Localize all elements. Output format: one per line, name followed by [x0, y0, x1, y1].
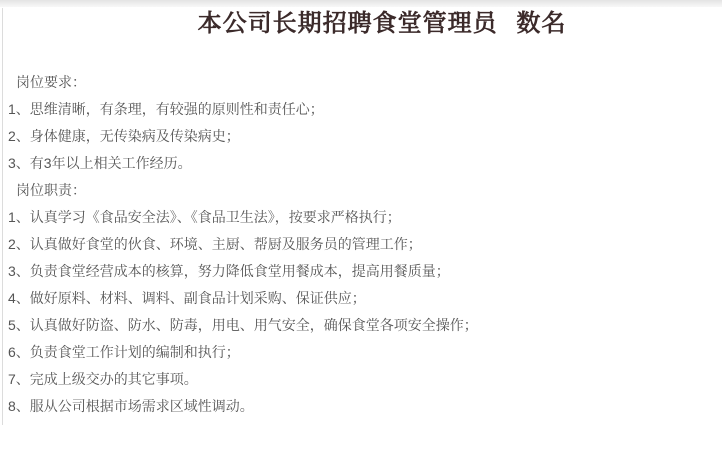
duty-item: 4、做好原料、材料、调料、副食品计划采购、保证供应；: [8, 290, 366, 306]
requirement-item: 3、有3年以上相关工作经历。: [8, 155, 192, 171]
page-title: 本公司长期招聘食堂管理员 数名: [197, 8, 567, 37]
duty-item: 3、负责食堂经营成本的核算，努力降低食堂用餐成本，提高用餐质量；: [8, 263, 450, 279]
duty-item: 2、认真做好食堂的伙食、环境、主厨、帮厨及服务员的管理工作；: [8, 236, 422, 252]
duty-item: 8、服从公司根据市场需求区域性调动。: [8, 398, 254, 414]
job-description: [0, 69, 710, 420]
duties-section-header: 岗位职责：: [16, 182, 86, 198]
requirements-section-header: 岗位要求：: [16, 74, 86, 90]
duty-item: 6、负责食堂工作计划的编制和执行；: [8, 344, 240, 360]
duty-item: 5、认真做好防盗、防水、防毒，用电、用气安全，确保食堂各项安全操作；: [8, 317, 478, 333]
duty-item: 1、认真学习《食品安全法》、《食品卫生法》，按要求严格执行；: [8, 209, 401, 225]
duty-item: 7、完成上级交办的其它事项。: [8, 371, 198, 387]
requirement-item: 1、思维清晰，有条理，有较强的原则性和责任心；: [8, 101, 324, 117]
page-top-border: [0, 0, 722, 7]
requirement-item: 2、身体健康，无传染病及传染病史；: [8, 128, 240, 144]
